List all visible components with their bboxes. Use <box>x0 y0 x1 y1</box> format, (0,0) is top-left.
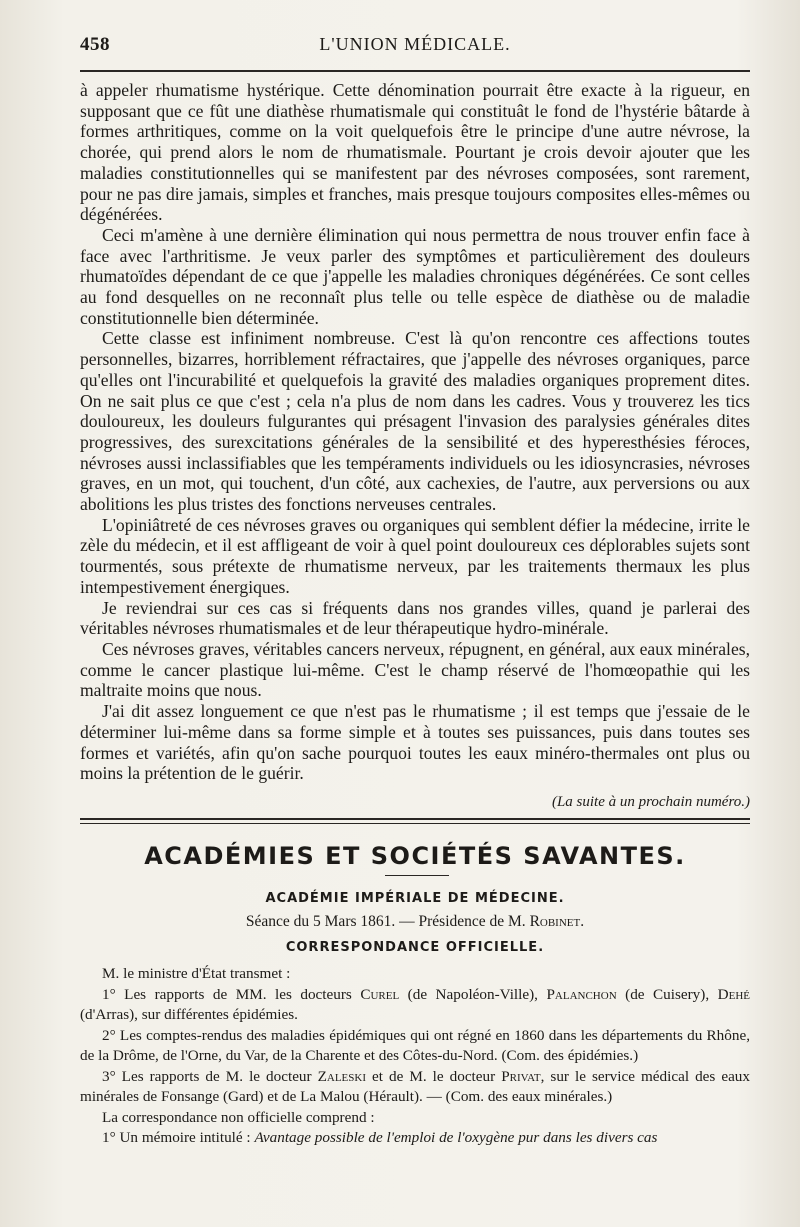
paragraph: à appeler rhumatisme hystérique. Cette dénomination pourrait être exacte à la rigueur, en supposant que ce fût une diathèse rhumatismale qui constituât le fond de l'hystérie bâtarde à formes arthritiques, comme on la voit quelquefois être le principe d'une autre névrose, la chorée, qui prend alors le nom de rhumatismale. Pourtant je crois devoir ajouter que les maladies constitutionnelles qui se manifestent par des névroses composées, sont rarement, pour ne pas dire jamais, simples et franches, mais presque toujours composites elles-mêmes ou dégénérées. <box>80 80 750 225</box>
correspondence-heading: CORRESPONDANCE OFFICIELLE. <box>285 940 545 955</box>
correspondence-list <box>80 964 750 1149</box>
doctor-name: Zaleski <box>317 1067 366 1085</box>
paragraph: Je reviendrai sur ces cas si fréquents dans nos grandes villes, quand je parlerai des véritables névroses rhumatismales et de leur thérapeutique hydro-minérale. <box>80 597 750 639</box>
doctor-name: Curel <box>360 985 400 1003</box>
memo-title: Avantage possible de l'emploi de l'oxygène pur dans les divers cas <box>254 1129 658 1146</box>
article-body <box>80 80 750 784</box>
list-item: M. le ministre d'État transmet : <box>102 965 291 982</box>
doctor-name: Privat <box>501 1067 541 1085</box>
paragraph: Ces névroses graves, véritables cancers nerveux, répugnent, en général, aux eaux minérales, comme le cancer plastique lui-même. C'est le champ réservé de l'homœopathie qui les maltraite moins que nous. <box>80 638 750 701</box>
section-rule-top <box>80 818 750 820</box>
paragraph: J'ai dit assez longuement ce que n'est pas le rhumatisme ; il est temps que j'essaie de le déterminer lui-même dans sa forme simple et à toutes ses puissances, puis dans toutes ses formes et variétés, afin qu'on sache pourquoi toutes les eaux minéro-thermales ont plus ou moins la prétention de le guérir. <box>80 701 750 784</box>
continued-note: (La suite à un prochain numéro.) <box>551 794 750 810</box>
doctor-name: Dehé <box>717 985 750 1003</box>
header-rule <box>80 70 750 72</box>
paragraph: Ceci m'amène à une dernière élimination qui nous permettra de nous trouver enfin face à face avec l'arthritisme. Je veux parler des symptômes et particulièrement des douleurs rhumatoïdes dépendant de ce que j'appelle les maladies chroniques dégénérées. Ce sont celles au fond desquelles on ne reconnaît plus telle ou telle espèce de diathèse ou de maladie constitutionnelle bien déterminée. <box>80 224 750 328</box>
item-text: (de Napoléon-Ville), <box>399 985 547 1003</box>
page-number: 458 <box>80 34 110 55</box>
list-item <box>80 1067 750 1108</box>
doctor-name: Palanchon <box>546 985 617 1003</box>
president-name: Robinet. <box>529 913 585 930</box>
item-text: 1° Les rapports de MM. les docteurs <box>102 985 361 1003</box>
list-item <box>80 985 750 1026</box>
running-title: L'UNION MÉDICALE. <box>319 34 511 54</box>
academy-heading: ACADÉMIE IMPÉRIALE DE MÉDECINE. <box>265 891 565 906</box>
item-text: (d'Arras), sur différentes épidémies. <box>80 1006 298 1023</box>
item-text: 3° Les rapports de M. le docteur <box>102 1067 318 1085</box>
list-item: 2° Les comptes-rendus des maladies épidémiques qui ont régné en 1860 dans les départements du Rhône, de la Drôme, de l'Orne, du Var, de la Charente et des Côtes-du-Nord. (Com. des épidémies.) <box>80 1026 750 1064</box>
item-text: 1° Un mémoire intitulé : <box>102 1129 255 1146</box>
title-underline <box>385 875 449 876</box>
item-text: (de Cuisery), <box>616 985 718 1003</box>
page-header <box>80 30 750 60</box>
list-item <box>80 1128 750 1149</box>
section-title: ACADÉMIES ET SOCIÉTÉS SAVANTES. <box>144 842 686 870</box>
item-text: , sur le service médical des eaux minérales de Fonsange (Gard) et de La Malou (Hérault). — (Com. des eaux minérales.) <box>80 1067 750 1105</box>
paragraph: Cette classe est infiniment nombreuse. C'est là qu'on rencontre ces affections toutes personnelles, bizarres, horriblement réfractaires, que j'appelle des névroses organiques, parce qu'elles ont l'incurabilité et quelquefois la gravité des maladies organiques proprement dites. On ne sait plus ce que c'est ; cela n'a plus de nom dans les cadres. Vous y trouverez les tics douloureux, les douleurs fulgurantes qui présagent l'invasion des paralysies générales dites progressives, des surexcitations générales de la sensibilité et des hyperesthésies féroces, névroses aussi inclassifiables que les tempéraments individuels ou les idiosyncrasies, névroses graves, en un mot, qui touchent, d'un côté, aux cachexies, de l'autre, aux perversions ou aux abolitions les plus tristes des fonctions nerveuses centrales. <box>80 328 750 515</box>
section-rule-bottom <box>80 823 750 824</box>
session-line <box>80 913 750 931</box>
list-item: La correspondance non officielle comprend : <box>102 1108 375 1126</box>
session-text: Séance du 5 Mars 1861. — Présidence de M. <box>245 913 530 930</box>
paragraph: L'opiniâtreté de ces névroses graves ou organiques qui semblent défier la médecine, irrite le zèle du médecin, et il est affligeant de voir à quel point douloureux ces déplorables sujets sont tourmentés, sous prétexte de rhumatisme nerveux, par les traitements thermaux les plus intempestivement énergiques. <box>80 514 750 597</box>
item-text: et de M. le docteur <box>366 1067 502 1085</box>
